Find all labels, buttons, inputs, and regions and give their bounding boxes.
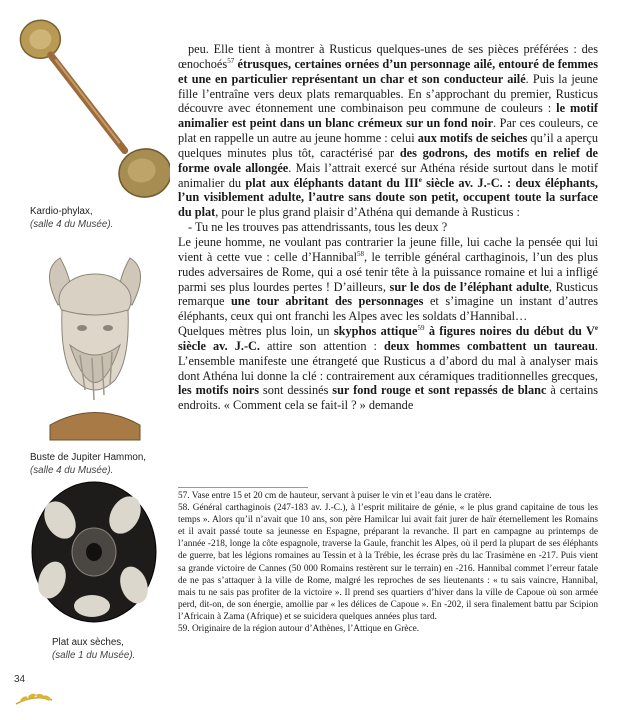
caption-title: Buste de Jupiter Hammon, <box>30 452 146 463</box>
footnote-divider <box>178 487 308 488</box>
emphasis-text: siècle av. J.-C. : deux éléphants, l’un visiblement adulte, l’autre sans doute son petit, occupent toute la surface du plat <box>178 175 598 220</box>
text-run: , pour le plus grand plaisir d’Athéna qui demande à Rusticus : <box>215 205 520 220</box>
emphasis-text: skyphos attique <box>333 324 418 339</box>
emphasis-text: deux hommes combattent un taureau <box>383 338 595 353</box>
footnotes <box>178 490 598 635</box>
emphasis-text: plat aux éléphants datant du III <box>245 175 419 190</box>
text-run: qu’il a aperçu quelques minutes plus tôt, caractérisé par <box>178 131 599 160</box>
kardio-phylax-image <box>10 5 170 210</box>
emphasis-text: une tour abritant des personnages <box>230 294 424 309</box>
emphasis-text: aux motifs de seiches <box>417 131 528 146</box>
caption-location: (salle 1 du Musée). <box>52 650 136 661</box>
caption-title: Kardio-phylax, <box>30 206 93 217</box>
emphasis-text: étrusques, certaines ornées d’un personnage ailé, entouré de femmes et une en particulier représentant un char et son conducteur ailé <box>178 56 598 86</box>
footnote-59: 59. Originaire de la région autour d’Athènes, l’Attique en Grèce. <box>178 624 420 635</box>
emphasis-text: le motif animalier est peint dans un blanc crémeux sur un fond noir <box>178 101 598 131</box>
footnote-ref: e <box>594 323 598 332</box>
text-run: . Puis la jeune fille l’entraîne vers deux plats remarquables. En s’approchant du premier, Rusticus découvre avec étonnement une combinaison peu commune de couleurs : <box>178 71 598 116</box>
text-run: , Rusticus remarque <box>178 279 598 309</box>
footnote-58: 58. Général carthaginois (247-183 av. J.-C.), à l’esprit militaire de génie, « le plus grand capitaine de tous les temps ». Alors qu’il n’avait que 10 ans, son père Hamilcar lui avait fait jurer de haïr éternellement les Romains et il avait passé toute sa jeunesse en Espagne, préparant la revanche. Il part en campagne au printemps de l’année -218, longe la côte espagnole, traverse la Gaule, franchit les Alpes, où il perd la plupart de ses éléphants de guerre, bat les légions romaines au Tessin et à la Trébie, les écrase près du lac Trasimène en -217. Puis vient sa grande victoire de Cannes (50 000 Romains restèrent sur le terrain) en -216. Hannibal commet l’erreur fatale de ne pas s’attaquer à la ville de Rome, malgré les reproches de ses lieutenants : « tu sais vaincre, Hannibal, mais tu ne sais pas profiter de la victoire ». Il prend ses quartiers d’hiver dans la ville de Capoue où son armée perd, dit-on, de son énergie, amollie par « les délices de Capoue ». En -202, il sera finalement battu par Scipion l’Africain à Zama (Afrique) et se suicidera quelques années plus tard. <box>178 503 598 622</box>
caption-location: (salle 4 du Musée). <box>30 465 114 476</box>
emphasis-text: à figures noires du début du V <box>424 324 595 339</box>
text-run: à certains endroits. « Comment cela se fait-il ? » demande <box>178 383 598 413</box>
text-run: peu. Elle tient à montrer à Rusticus quelques-unes de ses pièces préférées : des œnochoés <box>178 42 598 71</box>
emphasis-text: sur le dos de l’éléphant adulte <box>389 279 549 294</box>
page-number: 34 <box>14 674 26 685</box>
footnote-ref: e <box>418 175 422 184</box>
main-text <box>178 42 598 413</box>
emphasis-text: siècle av. J.-C. <box>178 338 261 353</box>
paragraph-3 <box>178 235 598 324</box>
figure-caption-3 <box>52 636 135 662</box>
footnote-ref: 59 <box>417 323 425 332</box>
figure-caption-2 <box>30 451 146 477</box>
footnote-57: 57. Vase entre 15 et 20 cm de hauteur, servant à puiser le vin et l’eau dans le cratère. <box>178 491 492 501</box>
caption-title: Plat aux sèches, <box>52 637 124 648</box>
text-run: , le terrible général carthaginois, l’un des plus rudes adversaires de Rome, qui a osé tenir tête à la puissance romaine et lui a infligé parmi ses plus lourdes pertes ! D’ailleurs, <box>178 249 598 294</box>
text-run: sont dessinés <box>258 383 333 398</box>
text-run: . Mais l’attrait exercé sur Athéna réside surtout dans le motif animalier du <box>178 160 599 190</box>
text-run: et s’imagine un instant d’autres éléphants, ceux qui ont franchi les Alpes avec les soldats d’Hannibal… <box>178 294 599 324</box>
text-run: Quelques mètres plus loin, un <box>178 324 334 339</box>
text-run: - Tu ne les trouves pas attendrissants, tous les deux ? <box>188 220 448 235</box>
text-run: . L’ensemble manifeste une étrangeté que Rusticus a d’abord du mal à analyser mais dont Athéna lui donne la clé : contrairement aux céramiques traditionnelles grecques, <box>178 338 598 383</box>
emphasis-text: des godrons, des motifs en relief de forme ovale allongée <box>178 145 598 175</box>
text-run: Le jeune homme, ne voulant pas contrarier la jeune fille, lui cache la pensée qui lui vient à cette vue : celle d’Hannibal <box>178 234 598 264</box>
paragraph-2 <box>178 220 598 235</box>
figure-caption-1 <box>30 205 113 231</box>
emphasis-text: les motifs noirs <box>178 383 259 398</box>
text-run: . Par ces couleurs, ce plat en rappelle un autre au jeune homme : celui <box>178 116 598 146</box>
paragraph-1 <box>178 42 598 220</box>
footnote-ref: 57 <box>227 56 235 65</box>
footnote-ref: 58 <box>357 249 365 258</box>
paragraph-4 <box>178 324 598 413</box>
caption-location: (salle 4 du Musée). <box>30 219 114 230</box>
cuttlefish-plate-image <box>30 480 158 630</box>
laurel-ornament-icon <box>14 688 54 708</box>
text-run: attire son attention : <box>260 338 384 353</box>
sidebar <box>0 0 170 720</box>
jupiter-hammon-bust-image <box>30 250 160 445</box>
emphasis-text: sur fond rouge et sont repassés de blanc <box>332 383 547 398</box>
